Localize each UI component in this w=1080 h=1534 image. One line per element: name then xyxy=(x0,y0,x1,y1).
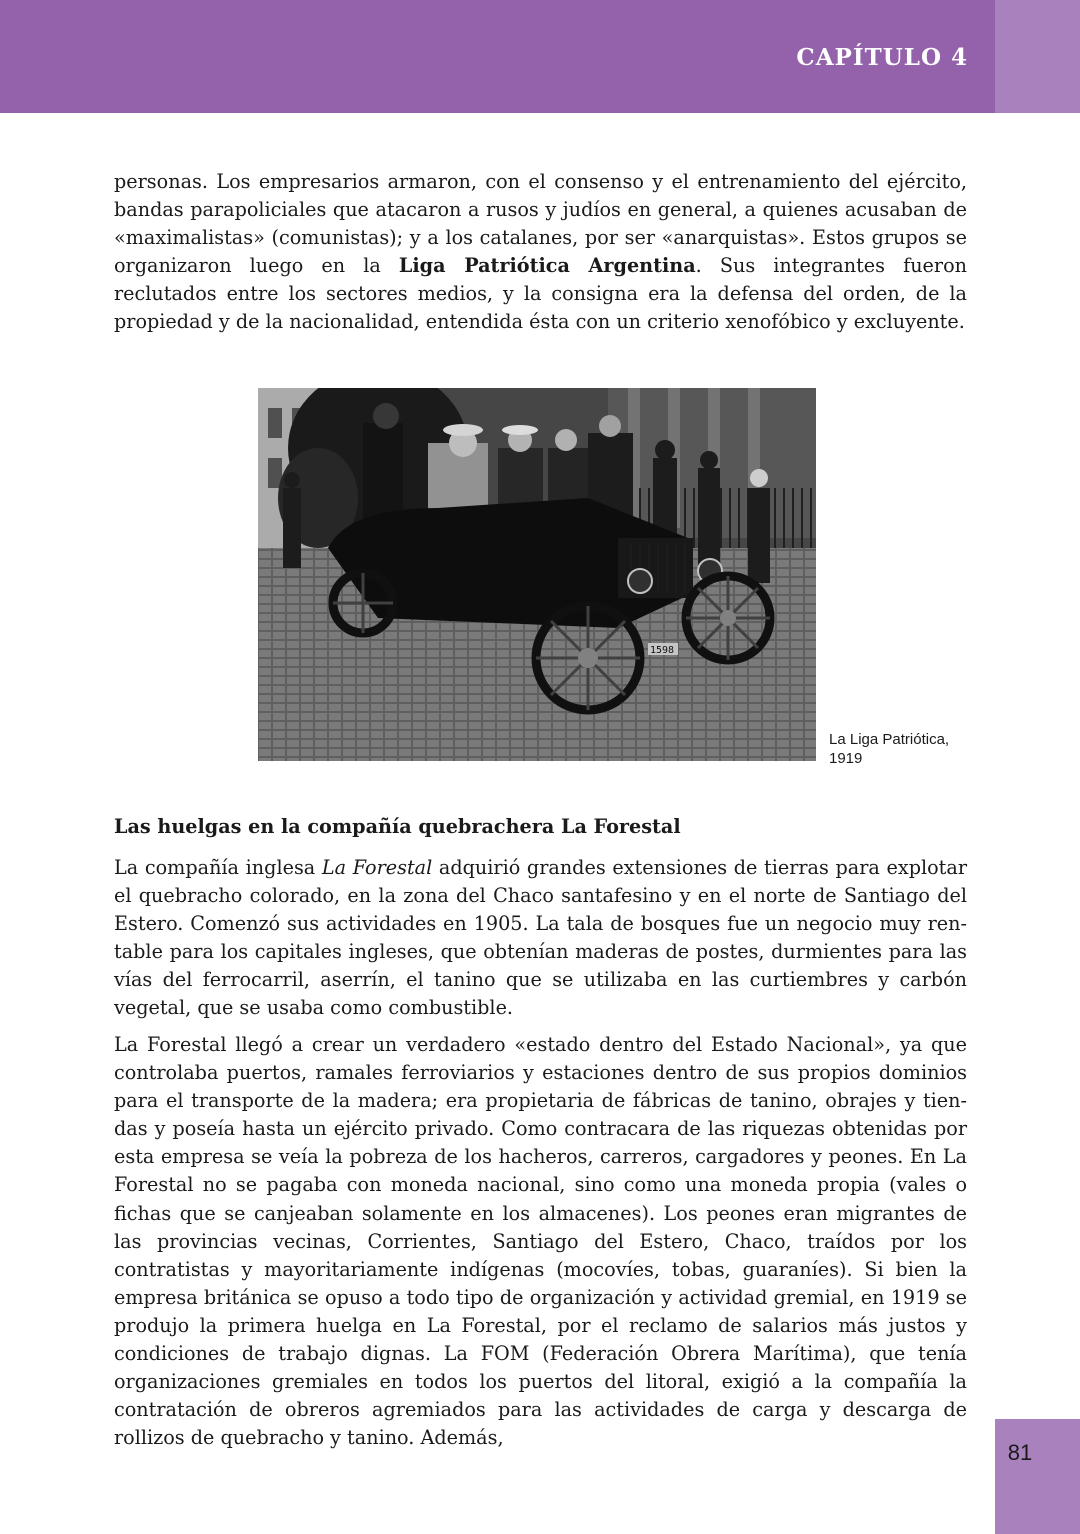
header-corner-tab xyxy=(995,0,1080,113)
paragraph-text: . Sus integrantes fueron reclutados entre los sectores medios, y la consigna era la defensa del orden, de la propiedad y de la nacionalidad, entendida ésta con un criterio xenofóbico y excluyente. xyxy=(114,254,967,334)
license-plate: 1598 xyxy=(650,645,675,656)
liga-patriotica-car-photo xyxy=(258,388,816,761)
paragraph-la-forestal xyxy=(114,854,967,1023)
paragraph-text: personas. Los empresarios armaron, con el consenso y el entrenamiento del ejército, bandas parapoliciales que atacaron a rusos y judíos en general, a quienes acusaban de «maximalistas» (comunistas); y a los catalanes, por ser «anarquistas». Estos grupos se organizaron luego en la xyxy=(114,170,967,278)
la-forestal-term: La Forestal xyxy=(321,856,433,879)
page-number: 81 xyxy=(1007,1440,1033,1465)
paragraph-text: La Forestal llegó a crear un verdadero «estado dentro del Estado Nacional», ya que controlaba puertos, ramales ferroviarios y estaciones dentro de sus propios dominios para el transporte de la madera; era propietaria de fábricas de tanino, obrajes y tiendas y poseía hasta un ejército privado. Como contracara de las riquezas obtenidas por esta empresa se veía la pobreza de los hacheros, carreros, cargadores y peones. En La Forestal no se pagaba con moneda nacional, sino como una moneda propia (vales o fichas que se canjeaban solamente en los almacenes). Los peones eran migrantes de las provincias vecinas, Corrientes, Santiago del Estero, Chaco, traídos por los contratistas y mayoritariamente indígenas (mocovíes, tobas, guaraníes). Si bien la empresa británica se opuso a todo tipo de organización y actividad gremial, en 1919 se produjo la primera huelga en La Forestal, por el reclamo de salarios más justos y condiciones de trabajo dignas. La FOM (Federación Obrera Marítima), que tenía organizaciones gremiales en todos los puertos del litoral, exigió a la compañía la contratación de obreros agremiados para las actividades de carga y descarga de rollizos de quebracho y tanino. Además, xyxy=(114,1033,967,1450)
caption-year: 1919 xyxy=(829,750,863,767)
paragraph-estado-dentro-del-estado xyxy=(114,1031,967,1452)
liga-patriotica-term: Liga Patriótica Argentina xyxy=(398,254,696,278)
chapter-title: CAPÍTULO 4 xyxy=(796,44,968,71)
caption-line: La Liga Patriótica, xyxy=(829,731,950,748)
section-heading: Las huelgas en la compañía quebrachera La Forestal xyxy=(114,815,681,838)
paragraph-intro xyxy=(114,168,967,337)
photo-caption xyxy=(829,730,979,768)
page-number-tab xyxy=(995,1419,1080,1534)
historical-photo xyxy=(258,388,816,761)
paragraph-text: adquirió grandes extensiones de tierras para explotar el quebracho colorado, en la zona del Chaco santafesino y en el norte de Santiago del Estero. Comenzó sus actividades en 1905. La tala de bosques fue un negocio muy rentable para los capitales ingleses, que obtenían maderas de postes, durmientes para las vías del ferrocarril, aserrín, el tanino que se utilizaba en las curtiembres y carbón vegetal, que se usaba como combustible. xyxy=(114,856,967,1020)
paragraph-text: La compañía inglesa xyxy=(114,856,322,879)
